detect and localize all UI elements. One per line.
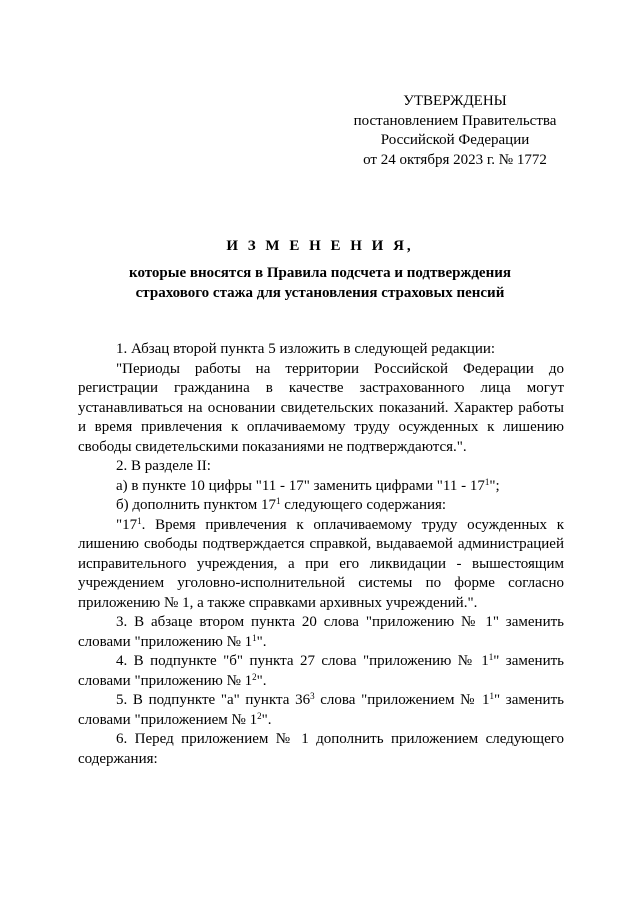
- paragraph-1-text: 1. Абзац второй пункта 5 изложить в следующей редакции:: [116, 341, 496, 357]
- paragraph-2: [78, 360, 564, 458]
- superscript: 1: [275, 496, 281, 506]
- superscript: 2: [257, 710, 262, 721]
- approval-line-1: постановлением Правительства: [353, 112, 557, 129]
- paragraph-2-text: "Периоды работы на территории Российской Федерации до регистрации гражданина в качестве застрахованного лица могут устанавливаться на основании свидетельских показаний. Характер работы и время привлечения к оплачиваемому труду осужденных к лишению свободы свидетельскими показаниями не подтверждаются.".: [78, 360, 564, 455]
- approval-line-2: Российской Федерации: [380, 132, 530, 148]
- paragraph-9: [78, 691, 564, 730]
- paragraph-9-text-b: слова "приложением № 1: [314, 692, 490, 708]
- subtitle-line-2: страхового стажа для установления страховых пенсий: [135, 284, 505, 301]
- paragraph-6: [78, 516, 564, 614]
- document-subtitle: [70, 264, 570, 303]
- paragraph-10-text: 6. Перед приложением № 1 дополнить приложением следующего содержания:: [78, 731, 564, 767]
- document-title: И З М Е Н Е Н И Я,: [226, 238, 414, 254]
- paragraph-7: [78, 613, 564, 652]
- paragraph-9-text-a: 5. В подпункте "а" пункта 36: [116, 692, 311, 708]
- subtitle-line-1: которые вносятся в Правила подсчета и подтверждения: [129, 265, 511, 281]
- paragraph-5-text-b: следующего содержания:: [280, 497, 447, 513]
- paragraph-5-text-a: б) дополнить пунктом 17: [116, 497, 276, 513]
- superscript: 3: [310, 691, 315, 701]
- paragraph-8-text-b: " заменить словами "приложению № 1: [78, 653, 564, 689]
- paragraph-8: [78, 652, 564, 691]
- paragraph-8-text-a: 4. В подпункте "б" пункта 27 слова "приложению № 1: [116, 653, 489, 669]
- superscript: 1: [484, 476, 490, 487]
- superscript: 2: [252, 671, 257, 682]
- superscript: 1: [252, 632, 257, 643]
- paragraph-4-text-a: а) в пункте 10 цифры "11 - 17" заменить цифрами "11 - 17: [116, 477, 485, 494]
- paragraph-9-text-d: ".: [261, 711, 272, 728]
- paragraph-7-text-b: ".: [256, 633, 267, 650]
- approval-heading: УТВЕРЖДЕНЫ: [403, 93, 507, 109]
- paragraph-8-text-c: ".: [256, 672, 267, 689]
- paragraph-4: [78, 477, 564, 497]
- paragraph-10: [78, 730, 564, 769]
- paragraph-7-text-a: 3. В абзаце втором пункта 20 слова "приложению № 1" заменить словами "приложению № 1: [78, 614, 564, 650]
- paragraph-9-text-c: " заменить словами "приложением № 1: [78, 692, 564, 728]
- superscript: 1: [137, 515, 142, 526]
- superscript: 1: [488, 652, 494, 662]
- paragraph-5: [78, 496, 564, 516]
- paragraph-3: [78, 457, 564, 477]
- paragraph-1: [78, 340, 564, 360]
- approval-block: [330, 92, 580, 170]
- paragraph-3-text: 2. В разделе II:: [116, 458, 211, 474]
- paragraph-6-text-b: . Время привлечения к оплачиваемому труду осужденных к лишению свободы подтверждается справкой, выдаваемой администрацией исправительного учреждения, а при его ликвидации - вышестоящим учреждением уголовно-исполнительной системы по форме согласно приложению № 1, а также справками архивных учреждений.".: [78, 516, 564, 611]
- approval-line-3: от 24 октября 2023 г. № 1772: [363, 151, 547, 168]
- paragraph-4-text-b: ";: [489, 477, 500, 494]
- document-body: [78, 340, 564, 769]
- superscript: 1: [489, 691, 494, 701]
- paragraph-6-text-a: "17: [116, 516, 138, 533]
